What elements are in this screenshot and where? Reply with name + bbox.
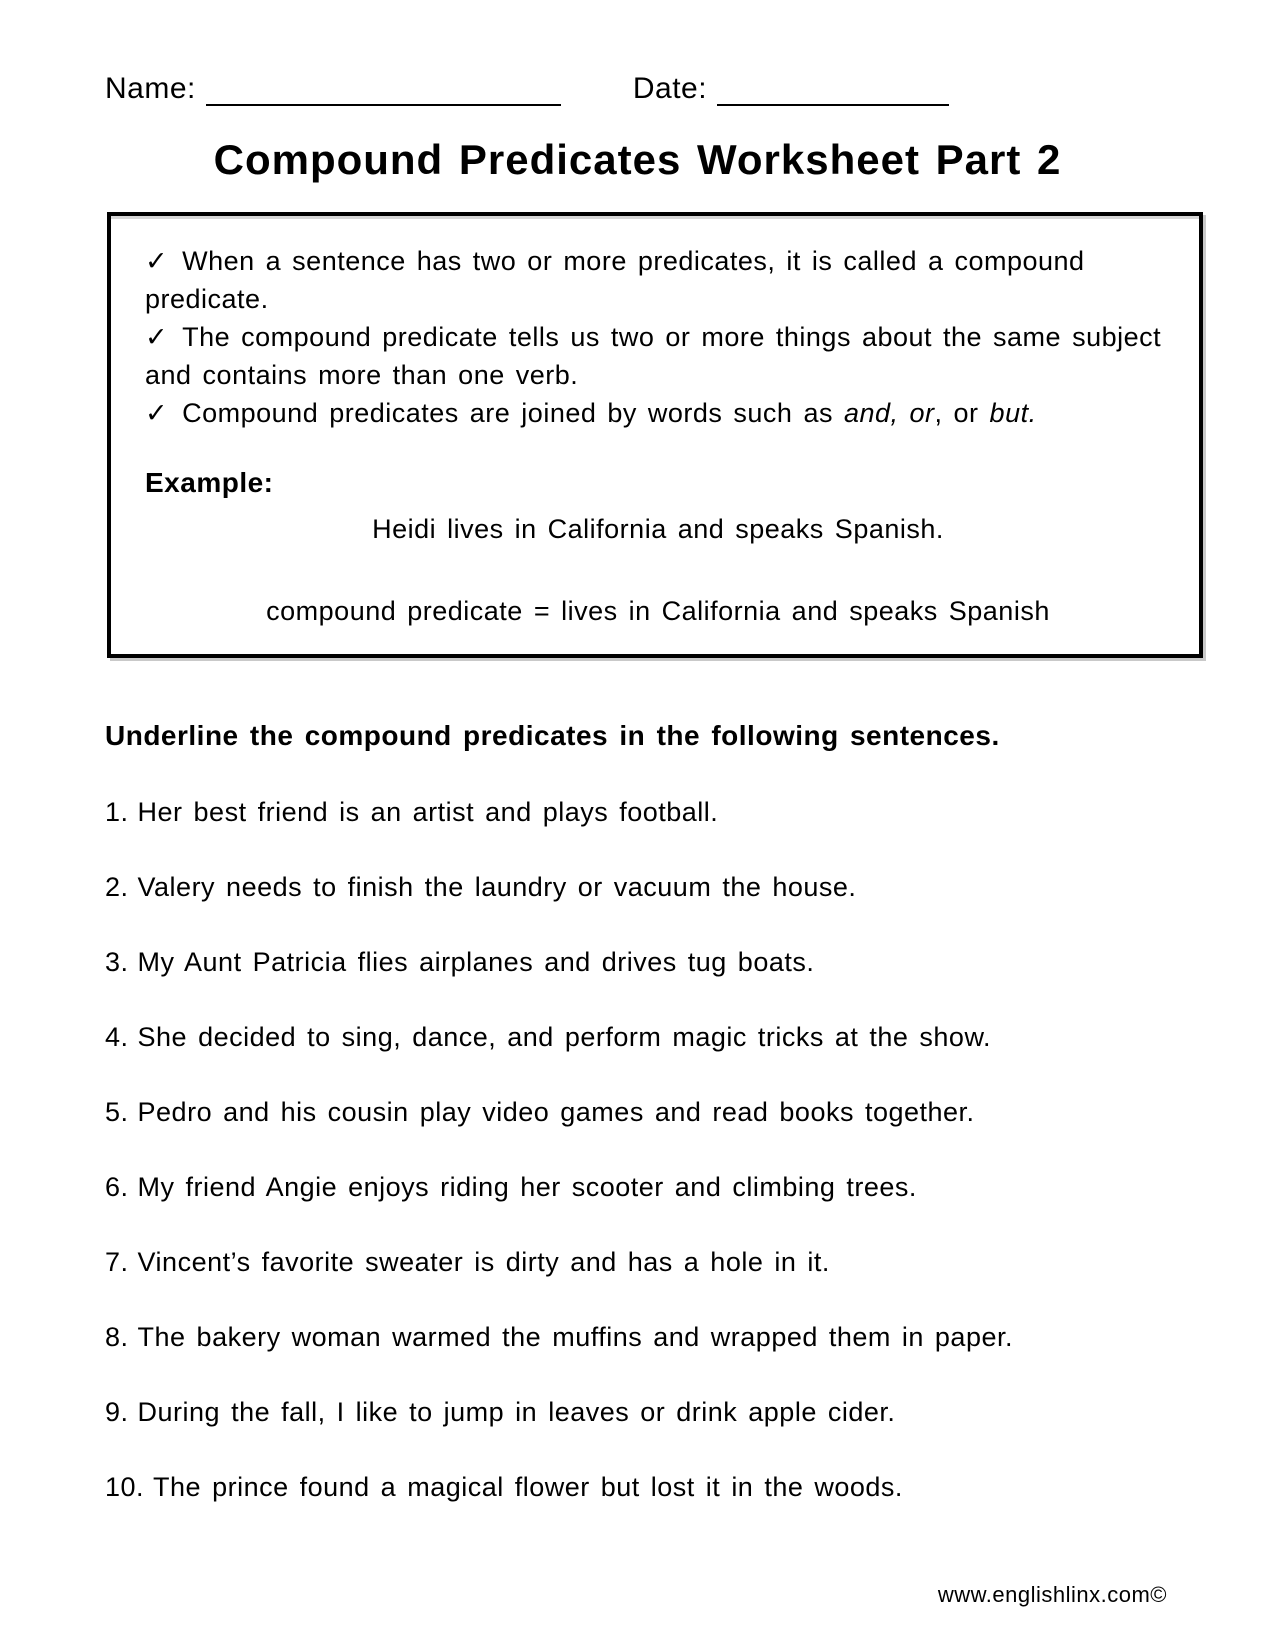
sentence-item-7	[105, 1248, 1205, 1276]
rule-text-3-italic-1: and, or	[843, 398, 935, 428]
example-label: Example:	[145, 467, 274, 498]
sentence-number: 9.	[105, 1397, 129, 1427]
name-label: Name:	[105, 72, 196, 105]
rule-item-1	[145, 242, 1171, 318]
sentence-item-3	[105, 948, 1205, 976]
sentence-number: 10.	[105, 1472, 145, 1502]
date-blank-line	[717, 74, 949, 106]
sentence-text: Vincent’s favorite sweater is dirty and has a hole in it.	[137, 1247, 830, 1277]
site-credit: www.englishlinx.com©	[937, 1582, 1167, 1607]
sentence-text: My friend Angie enjoys riding her scooter and climbing trees.	[137, 1172, 917, 1202]
sentence-number: 5.	[105, 1097, 129, 1127]
sentence-text: Valery needs to finish the laundry or vacuum the house.	[137, 872, 857, 902]
example-sentence: Heidi lives in California and speaks Spanish.	[372, 514, 944, 544]
rule-item-3	[145, 394, 1171, 432]
sentence-text: During the fall, I like to jump in leaves or drink apple cider.	[137, 1397, 896, 1427]
header-row	[0, 0, 1275, 106]
sentence-item-4	[105, 1023, 1205, 1051]
rule-text-3-prefix: Compound predicates are joined by words such as	[182, 398, 844, 428]
sentence-item-9	[105, 1398, 1205, 1426]
sentence-item-5	[105, 1098, 1205, 1126]
sentence-number: 8.	[105, 1322, 129, 1352]
example-answer: compound predicate = lives in California and speaks Spanish	[266, 596, 1050, 626]
rule-text-1: When a sentence has two or more predicates, it is called a compound predicate.	[145, 246, 1085, 314]
sentence-item-1	[105, 798, 1205, 826]
sentence-item-8	[105, 1323, 1205, 1351]
sentence-number: 1.	[105, 797, 129, 827]
exercise-instruction: Underline the compound predicates in the following sentences.	[105, 720, 1000, 751]
rules-box	[107, 212, 1203, 658]
sentence-number: 4.	[105, 1022, 129, 1052]
sentence-item-10	[105, 1473, 1205, 1501]
sentence-text: Pedro and his cousin play video games and read books together.	[137, 1097, 975, 1127]
sentence-number: 2.	[105, 872, 129, 902]
check-icon: ✓	[145, 322, 169, 352]
rule-text-2: The compound predicate tells us two or more things about the same subject and contains more than one verb.	[145, 322, 1162, 390]
check-icon: ✓	[145, 246, 169, 276]
sentence-text: She decided to sing, dance, and perform magic tricks at the show.	[137, 1022, 991, 1052]
sentence-text: My Aunt Patricia flies airplanes and drives tug boats.	[137, 947, 815, 977]
sentence-number: 6.	[105, 1172, 129, 1202]
name-blank-line	[206, 74, 561, 106]
sentence-item-6	[105, 1173, 1205, 1201]
check-icon: ✓	[145, 398, 169, 428]
sentence-text: The prince found a magical flower but lost it in the woods.	[153, 1472, 903, 1502]
sentence-list	[105, 798, 1205, 1501]
name-field	[105, 72, 561, 106]
sentence-text: The bakery woman warmed the muffins and wrapped them in paper.	[137, 1322, 1013, 1352]
sentence-item-2	[105, 873, 1205, 901]
sentence-text: Her best friend is an artist and plays football.	[137, 797, 719, 827]
date-field	[633, 72, 949, 106]
page-title: Compound Predicates Worksheet Part 2	[213, 136, 1062, 183]
rule-item-2	[145, 318, 1171, 394]
sentence-number: 3.	[105, 947, 129, 977]
sentence-number: 7.	[105, 1247, 129, 1277]
date-label: Date:	[632, 72, 708, 105]
rule-text-3-mid: , or	[934, 398, 990, 428]
rule-text-3-italic-2: but.	[989, 398, 1037, 428]
